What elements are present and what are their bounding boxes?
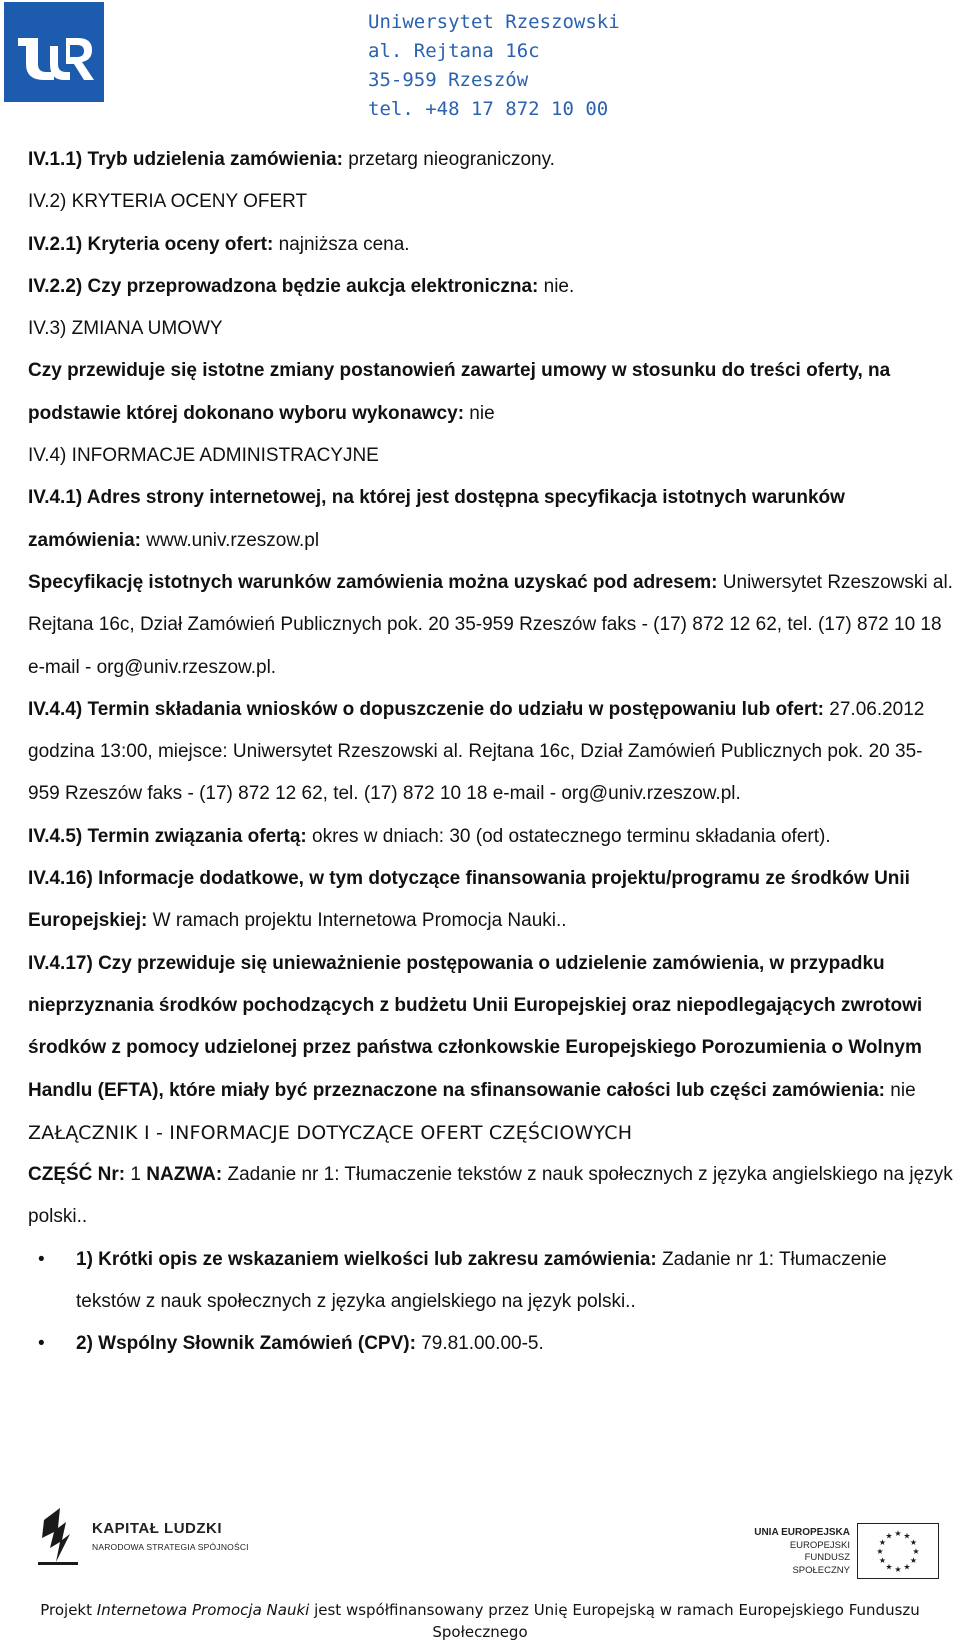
svg-text:★: ★ (878, 1556, 887, 1565)
svg-text:★: ★ (876, 1547, 884, 1556)
address-line: Uniwersytet Rzeszowski (368, 11, 620, 33)
section-additional-info: IV.4.16) Informacje dodatkowe, w tym dotyczące finansowania projektu/programu ze środków Unii Europejskiej: W ramach projektu Internetowa Promocja Nauki.. (28, 868, 910, 932)
section-admin-heading: IV.4) INFORMACJE ADMINISTRACYJNE (28, 445, 379, 467)
project-name: Internetowa Promocja Nauki (96, 1601, 310, 1619)
svg-text:★: ★ (903, 1531, 911, 1541)
bullet-icon: • (38, 1248, 45, 1270)
section-contract-change: Czy przewiduje się istotne zmiany postanowień zawartej umowy w stosunku do treści oferty, na podstawie której dokonano wyboru wykonawcy: nie (28, 360, 891, 424)
eu-fund-line: EUROPEJSKI (789, 1539, 850, 1551)
eu-title: UNIA EUROPEJSKA (754, 1527, 850, 1538)
address-phone: tel. +48 17 872 10 00 (368, 98, 609, 120)
address-line: al. Rejtana 16c (368, 40, 540, 62)
kapital-ludzki-title: KAPITAŁ LUDZKI (92, 1520, 223, 1537)
section-deadline: IV.4.4) Termin składania wniosków o dopuszczenie do udziału w postępowaniu lub ofert: 27.06.2012 godzina 13:00, miejsce: Uniwersytet Rzeszowski al. Rejtana 16c, Dział Zamówień Publicznych pok. 20 35-959 Rzeszów faks - (17) 872 12 62, tel. (17) 872 10 18 e-mail - org@univ.rzeszow.pl. (28, 698, 925, 805)
svg-text:★: ★ (909, 1556, 918, 1565)
footer-funding-note: Projekt Internetowa Promocja Nauki jest współfinansowany przez Unię Europejską w ramach Europejskiego Funduszu Społecznego (40, 1601, 920, 1641)
address-line: 35-959 Rzeszów (368, 69, 529, 91)
footer-logos (0, 1495, 960, 1585)
svg-text:★: ★ (903, 1562, 911, 1572)
section-criteria-heading: IV.2) KRYTERIA OCENY OFERT (28, 191, 308, 213)
section-criteria: IV.2.1) Kryteria oceny ofert: najniższa cena. (28, 233, 410, 255)
section-auction: IV.2.2) Czy przeprowadzona będzie aukcja elektroniczna: nie. (28, 275, 575, 297)
eu-fund-line: FUNDUSZ SPOŁECZNY (792, 1552, 850, 1576)
svg-text:★: ★ (894, 1565, 902, 1574)
annex-title: ZAŁĄCZNIK I - INFORMACJE DOTYCZĄCE OFERT CZĘŚCIOWYCH (28, 1121, 633, 1144)
university-logo-icon (4, 2, 104, 102)
eu-logo (745, 1523, 945, 1585)
svg-text:★: ★ (885, 1531, 893, 1541)
eu-flag-icon (857, 1523, 939, 1579)
section-website: IV.4.1) Adres strony internetowej, na której jest dostępna specyfikacja istotnych warunków zamówienia: www.univ.rzeszow.pl (28, 487, 845, 551)
section-contract-change-heading: IV.3) ZMIANA UMOWY (28, 318, 223, 340)
svg-text:★: ★ (885, 1562, 893, 1572)
section-cancellation: IV.4.17) Czy przewiduje się unieważnienie postępowania o udzielenie zamówienia, w przypadku nieprzyznania środków pochodzących z budżetu Unii Europejskiej oraz niepodlegających zwrotowi środków z pomocy udzielonej przez państwa członkowskie Europejskiego Porozumienia o Wolnym Handlu (EFTA), które miały być przeznaczone na sfinansowanie całości lub części zamówienia: nie (28, 952, 923, 1101)
svg-text:★: ★ (878, 1538, 887, 1547)
website-link[interactable]: www.univ.rzeszow.pl (140, 529, 320, 551)
annex-bullet-cpv: • 2) Wspólny Słownik Zamówień (CPV): 79.81.00.00-5. (28, 1323, 953, 1365)
section-binding-period: IV.4.5) Termin związania ofertą: okres w dniach: 30 (od ostatecznego terminu składania ofert). (28, 825, 831, 847)
university-address (368, 8, 620, 124)
bullet-icon: • (38, 1333, 45, 1355)
kapital-ludzki-emblem-icon (36, 1500, 86, 1570)
svg-text:★: ★ (894, 1529, 902, 1538)
annex-part: CZĘŚĆ Nr: 1 NAZWA: Zadanie nr 1: Tłumaczenie tekstów z nauk społecznych z języka angielskiego na język polski.. (28, 1164, 953, 1228)
svg-text:★: ★ (909, 1538, 918, 1547)
document-body (28, 139, 953, 1366)
section-procedure-mode: IV.1.1) Tryb udzielenia zamówienia: przetarg nieograniczony. (28, 149, 555, 170)
kapital-ludzki-subtitle: NARODOWA STRATEGIA SPÓJNOŚCI (92, 1542, 249, 1552)
section-spec-address: Specyfikację istotnych warunków zamówienia można uzyskać pod adresem: Uniwersytet Rzeszowski al. Rejtana 16c, Dział Zamówień Publicznych pok. 20 35-959 Rzeszów faks - (17) 872 12 62, tel. (17) 872 10 18 e-mail - org@univ.rzeszow.pl. (28, 571, 953, 678)
kapital-ludzki-logo (36, 1500, 276, 1570)
annex-bullet-description: • 1) Krótki opis ze wskazaniem wielkości lub zakresu zamówienia: Zadanie nr 1: Tłumaczenie tekstów z nauk społecznych z języka angielskiego na język polski.. (28, 1239, 953, 1324)
svg-text:★: ★ (912, 1547, 920, 1556)
